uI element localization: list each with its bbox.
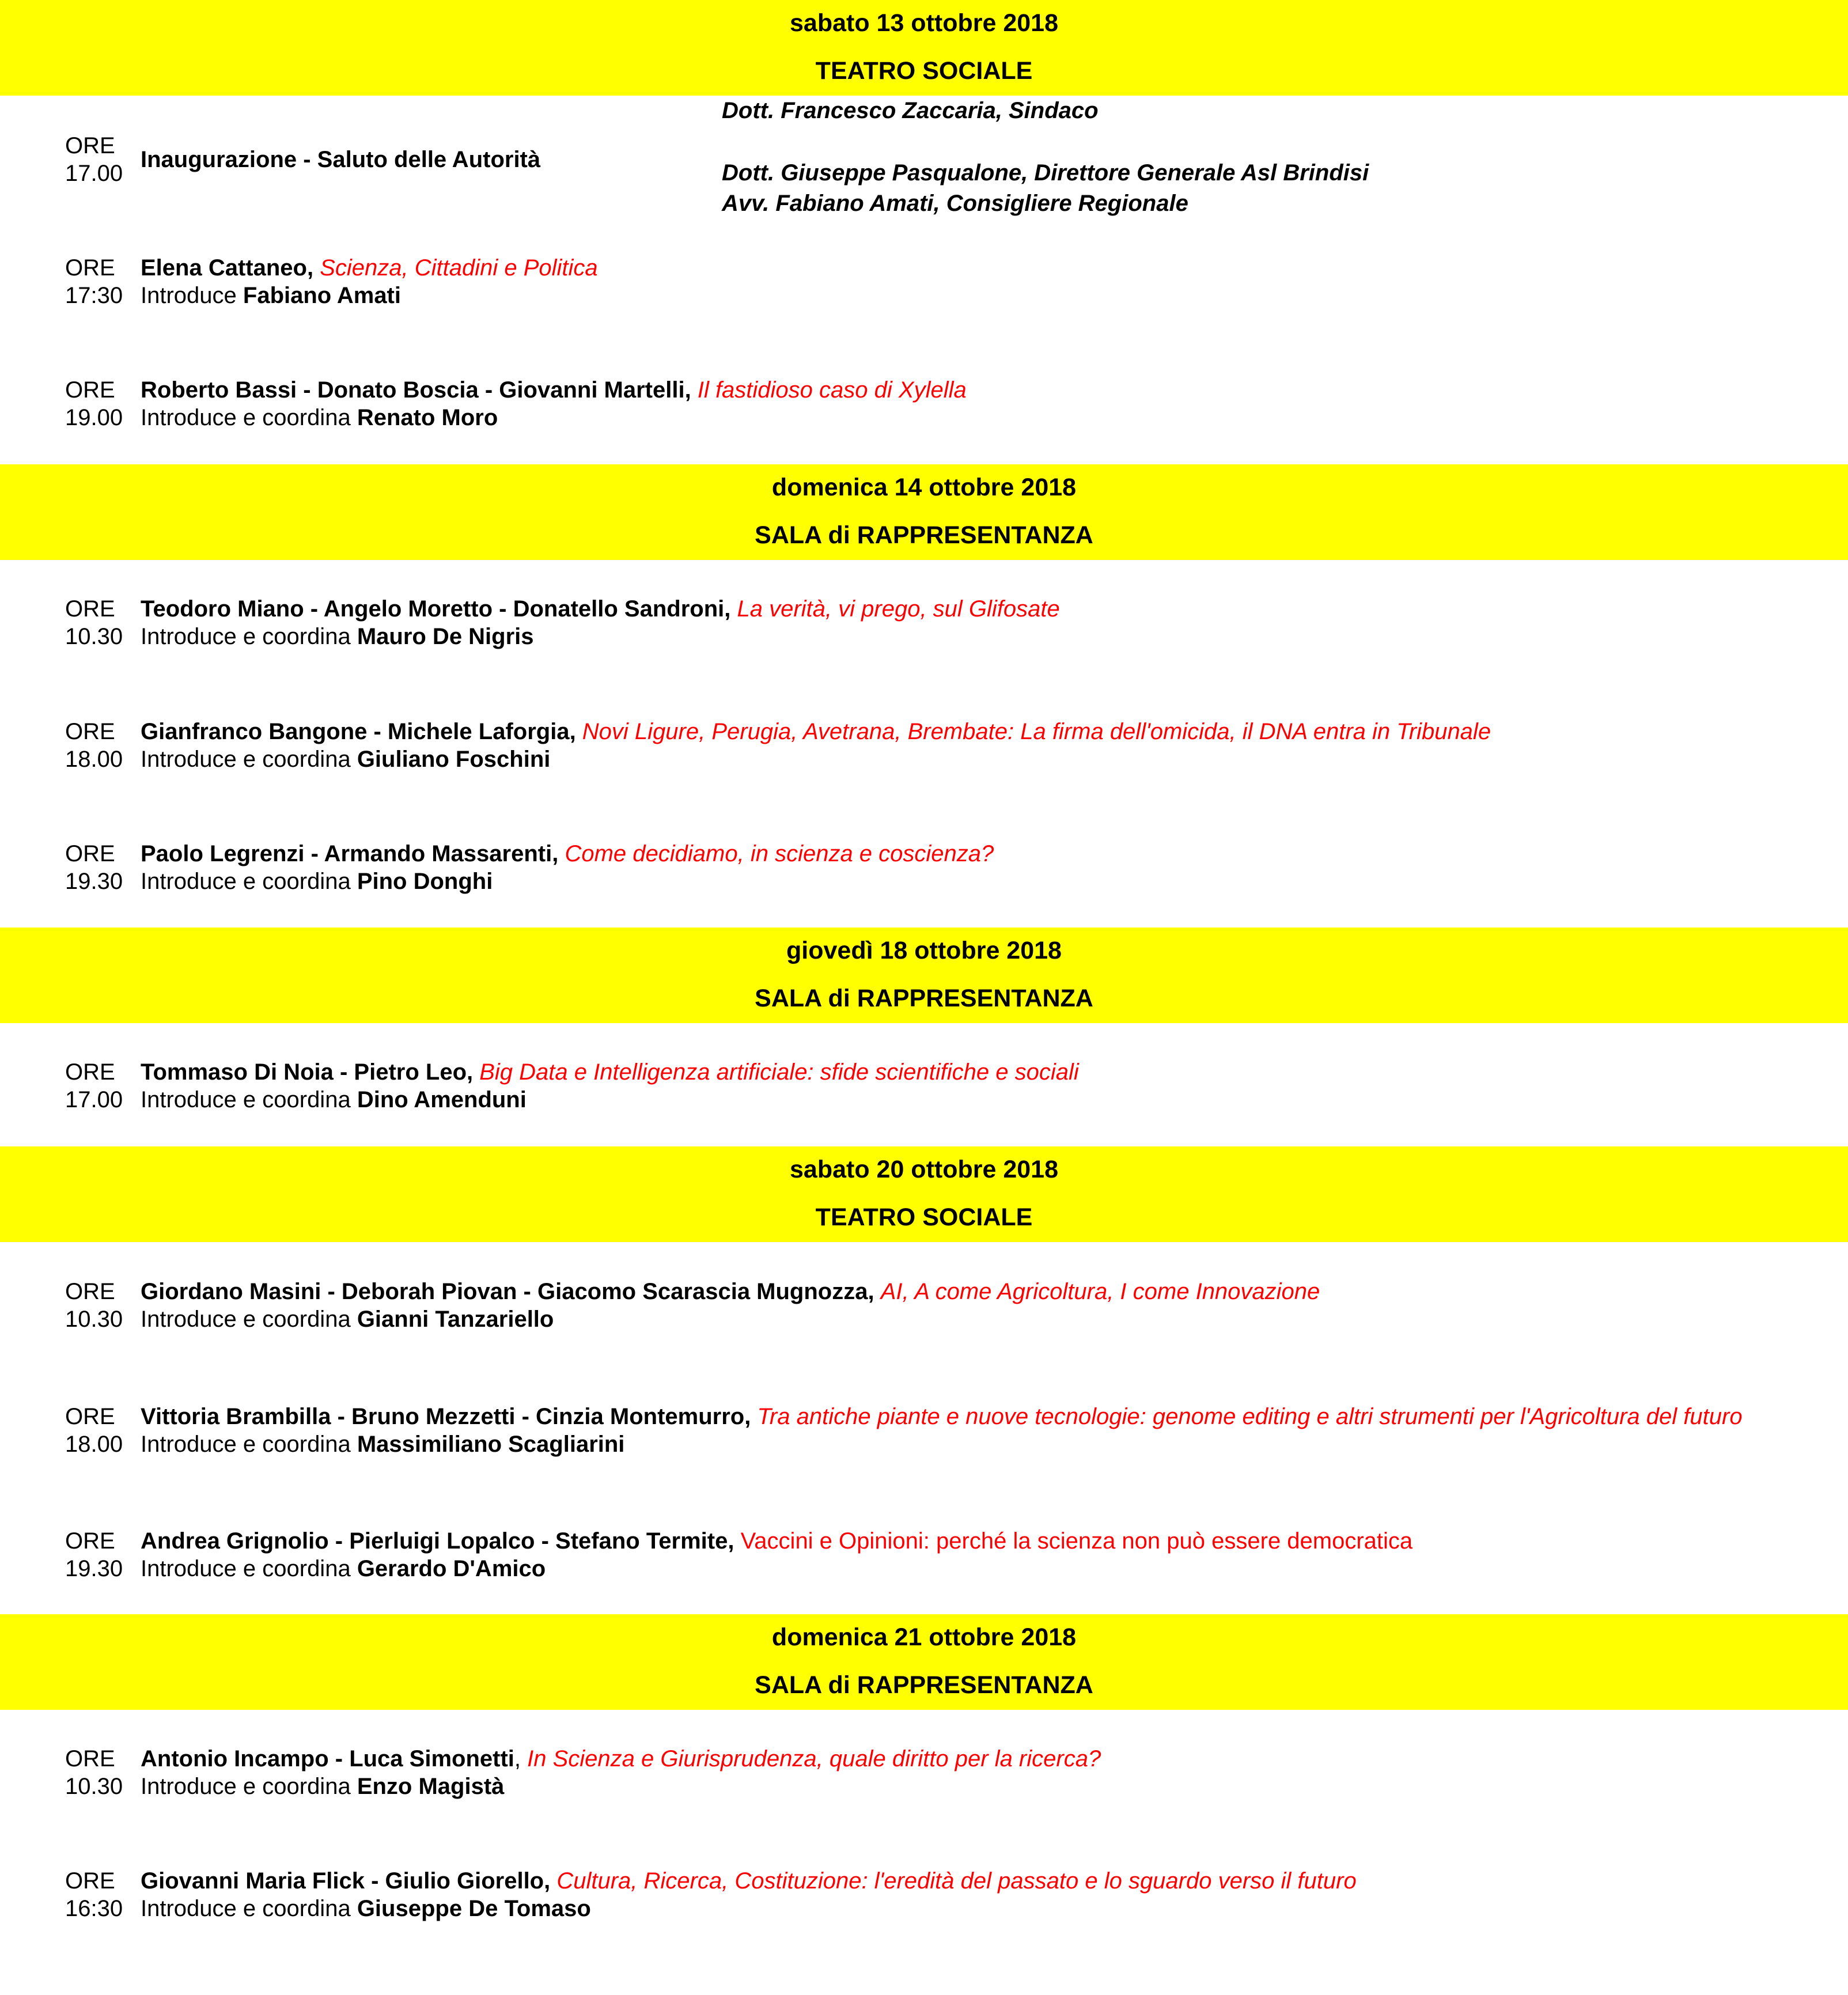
event-speakers: Andrea Grignolio - Pierluigi Lopalco - Stefano Termite	[141, 1528, 728, 1554]
moderator-name: Gerardo D'Amico	[357, 1556, 546, 1581]
event-line	[141, 1527, 1412, 1555]
authority-line: Dott. Giuseppe Pasqualone, Direttore Generale Asl Brindisi	[722, 160, 1369, 186]
event-intro	[141, 868, 493, 895]
event-speakers: Gianfranco Bangone - Michele Laforgia	[141, 719, 570, 744]
intro-prefix: Introduce e coordina	[141, 1774, 357, 1799]
event-line	[141, 146, 540, 173]
day-venue: SALA di RAPPRESENTANZA	[755, 1671, 1093, 1699]
event-speakers: Elena Cattaneo	[141, 255, 307, 281]
event-title: Novi Ligure, Perugia, Avetrana, Brembate: La firma dell'omicida, il DNA entra in Tribunale	[582, 719, 1491, 744]
intro-prefix: Introduce e coordina	[141, 624, 357, 649]
moderator-name: Gianni Tanzariello	[357, 1307, 554, 1332]
event-line	[141, 1058, 1079, 1086]
event-speakers: Giordano Masini - Deborah Piovan - Giacomo Scarascia Mugnozza	[141, 1279, 868, 1304]
intro-prefix: Introduce e coordina	[141, 405, 357, 430]
event-title: Vaccini e Opinioni: perché la scienza non può essere democratica	[740, 1528, 1413, 1554]
day-date: domenica 14 ottobre 2018	[771, 474, 1077, 501]
event-intro	[141, 282, 401, 309]
moderator-name: Renato Moro	[357, 405, 498, 430]
event-line	[141, 1867, 1357, 1895]
event-line	[141, 1403, 1743, 1430]
moderator-name: Mauro De Nigris	[357, 624, 534, 649]
moderator-name: Giuseppe De Tomaso	[357, 1896, 591, 1921]
moderator-name: Dino Amenduni	[357, 1087, 527, 1112]
moderator-name: Massimiliano Scagliarini	[357, 1432, 625, 1457]
day-venue: SALA di RAPPRESENTANZA	[755, 521, 1093, 549]
event-title: La verità, vi prego, sul Glifosate	[737, 596, 1060, 622]
event-line	[141, 376, 967, 404]
intro-prefix: Introduce e coordina	[141, 1896, 357, 1921]
intro-prefix: Introduce e coordina	[141, 1087, 357, 1112]
moderator-name: Enzo Magistà	[357, 1774, 505, 1799]
event-speakers: Teodoro Miano - Angelo Moretto - Donatello Sandroni	[141, 596, 725, 622]
day-date: giovedì 18 ottobre 2018	[786, 937, 1062, 964]
day-header	[0, 1146, 1848, 1242]
intro-prefix: Introduce e coordina	[141, 869, 357, 894]
event-intro	[141, 1773, 504, 1800]
separator: ,	[684, 377, 698, 403]
day-venue: TEATRO SOCIALE	[815, 1203, 1033, 1231]
intro-prefix: Introduce e coordina	[141, 747, 357, 772]
event-speakers: Tommaso Di Noia - Pietro Leo	[141, 1059, 467, 1085]
separator: ,	[467, 1059, 480, 1085]
day-date: sabato 13 ottobre 2018	[789, 9, 1058, 37]
event-speakers: Inaugurazione - Saluto delle Autorità	[141, 147, 541, 172]
event-line	[141, 254, 598, 282]
intro-prefix: Introduce e coordina	[141, 1432, 357, 1457]
event-intro	[141, 1555, 546, 1583]
day-header	[0, 1614, 1848, 1710]
day-date: domenica 21 ottobre 2018	[771, 1623, 1077, 1651]
event-line	[141, 718, 1491, 745]
separator: ,	[728, 1528, 741, 1554]
moderator-name: Fabiano Amati	[243, 283, 401, 308]
separator: ,	[306, 255, 320, 281]
event-title: Tra antiche piante e nuove tecnologie: genome editing e altri strumenti per l'Agricoltura del futuro	[757, 1404, 1743, 1429]
separator: ,	[544, 1868, 557, 1894]
event-line	[141, 595, 1060, 623]
intro-prefix: Introduce e coordina	[141, 1556, 357, 1581]
day-header	[0, 928, 1848, 1023]
event-intro	[141, 745, 550, 773]
event-title: AI, A come Agricoltura, I come Innovazione	[880, 1279, 1320, 1304]
event-intro	[141, 1086, 527, 1114]
moderator-name: Pino Donghi	[357, 869, 493, 894]
schedule-document: sabato 13 ottobre 2018 TEATRO SOCIALE ORE 17.00 Inaugurazione - Saluto delle Autorità Dott. Francesco Zaccaria, Sindaco Dott. Giuseppe Pasqualone, Direttore Generale Asl Brindisi Avv. Fabiano Amati, Consigliere Regionale ORE 17:30 Elena Cattaneo, Scienza, Cittadini e Politica Introduce Fabiano Amati ORE 19.00 Roberto Bassi - Donato Boscia - Giovanni Martelli, Il fastidioso caso di Xylella Introduce e coordina Renato Moro domenica 14 ottobre 2018 SALA di RAPPRESENTANZA ORE 10.30 Teodoro Miano - Angelo Moretto - Donatello Sandroni, La verità, vi prego, sul Glifosate Introduce e coordina Mauro De Nigris ORE 18.00 Gianfranco Bangone - Michele Laforgia, Novi Ligure, Perugia, Avetrana, Brembate: La firma dell'omicida, il DNA entra in Tribunale Introduce e coordina Giuliano Foschini ORE 19.30 Paolo Legrenzi - Armando Massarenti, Come decidiamo, in scienza e coscienza? Introduce e coordina Pino Donghi giovedì 18 ottobre 2018 SALA di RAPPRESENTANZA ORE 17.00 Tommaso Di Noia - Pietro Leo, Big Data e Intelligenza artificiale: sfide scientifiche e sociali Introduce e coordina Dino Amenduni sabato 20 ottobre 2018 TEATRO SOCIALE ORE 10.30 Giordano Masini - Deborah Piovan - Giacomo Scarascia Mugnozza, AI, A come Agricoltura, I come Innovazione Introduce e coordina Gianni Tanzariello ORE 18.00 Vittoria Brambilla - Bruno Mezzetti - Cinzia Montemurro, Tra antiche piante e nuove tecnologie: genome editing e altri strumenti per l'Agricoltura del futuro Introduce e coordina Massimiliano Scagliarini ORE 19.30 Andrea Grignolio - Pierluigi Lopalco - Stefano Termite, Vaccini e Opinioni: perché la scienza non può essere democratica Introduce e coordina Gerardo D'Amico domenica 21 ottobre 2018 SALA di RAPPRESENTANZA ORE 10.30 Antonio Incampo - Luca Simonetti, In Scienza e Giurisprudenza, quale diritto per la ricerca? Introduce e coordina Enzo Magistà ORE 16:30 Giovanni Maria Flick - Giulio Giorello, Cultura, Ricerca, Costituzione: l'eredità del passato e lo sguardo verso il futuro Introduce e coordina Giuseppe De Tomaso	[0, 0, 1848, 1995]
day-venue: TEATRO SOCIALE	[815, 57, 1033, 85]
intro-prefix: Introduce e coordina	[141, 1307, 357, 1332]
separator: ,	[552, 841, 565, 866]
event-speakers: Vittoria Brambilla - Bruno Mezzetti - Cinzia Montemurro	[141, 1404, 745, 1429]
separator: ,	[868, 1279, 881, 1304]
day-venue: SALA di RAPPRESENTANZA	[755, 985, 1093, 1012]
intro-prefix: Introduce	[141, 283, 243, 308]
day-header	[0, 464, 1848, 560]
separator: ,	[514, 1746, 528, 1771]
event-title: Scienza, Cittadini e Politica	[320, 255, 598, 281]
event-title: Il fastidioso caso di Xylella	[697, 377, 967, 403]
event-speakers: Antonio Incampo - Luca Simonetti	[141, 1746, 514, 1771]
event-line	[141, 840, 994, 868]
event-speakers: Giovanni Maria Flick - Giulio Giorello	[141, 1868, 544, 1894]
event-title: Big Data e Intelligenza artificiale: sfide scientifiche e sociali	[479, 1059, 1079, 1085]
event-intro	[141, 623, 534, 650]
separator: ,	[569, 719, 582, 744]
event-intro	[141, 404, 498, 431]
event-title: In Scienza e Giurisprudenza, quale diritto per la ricerca?	[527, 1746, 1101, 1771]
separator: ,	[744, 1404, 758, 1429]
day-date: sabato 20 ottobre 2018	[789, 1156, 1058, 1183]
separator: ,	[724, 596, 737, 622]
event-speakers: Paolo Legrenzi - Armando Massarenti	[141, 841, 552, 866]
day-header	[0, 0, 1848, 96]
event-speakers: Roberto Bassi - Donato Boscia - Giovanni Martelli	[141, 377, 685, 403]
event-line	[141, 1745, 1101, 1773]
event-title: Come decidiamo, in scienza e coscienza?	[565, 841, 994, 866]
event-intro	[141, 1430, 624, 1458]
authority-line: Dott. Francesco Zaccaria, Sindaco	[722, 98, 1099, 123]
authority-line: Avv. Fabiano Amati, Consigliere Regionale	[722, 191, 1188, 216]
event-title: Cultura, Ricerca, Costituzione: l'eredità del passato e lo sguardo verso il futuro	[556, 1868, 1357, 1894]
event-line	[141, 1278, 1320, 1305]
moderator-name: Giuliano Foschini	[357, 747, 551, 772]
event-intro	[141, 1895, 591, 1922]
event-intro	[141, 1305, 554, 1333]
